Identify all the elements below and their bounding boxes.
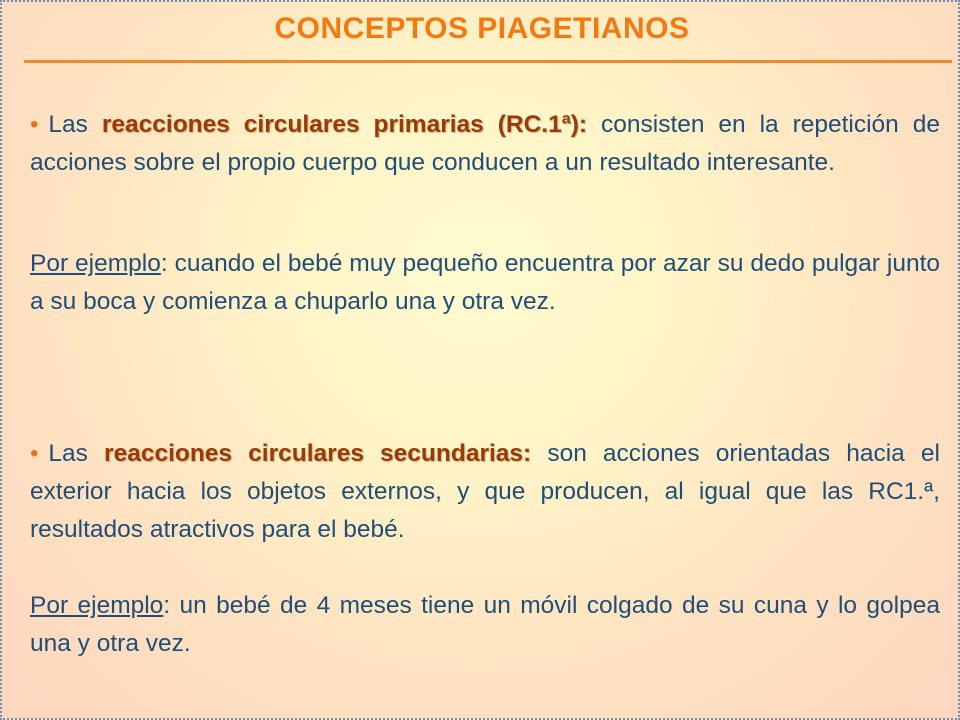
paragraph-text: consisten en la repetición de acciones sobre el propio cuerpo que conducen a un resultado interesante. bbox=[30, 111, 940, 176]
bullet-icon: • bbox=[30, 111, 39, 138]
example-label: Por ejemplo bbox=[30, 250, 161, 277]
example-text: : cuando el bebé muy pequeño encuentra por azar su dedo pulgar junto a su boca y comienza a chuparlo una y otra vez. bbox=[30, 250, 940, 315]
title-underline bbox=[24, 60, 952, 63]
example-label: Por ejemplo bbox=[30, 592, 164, 619]
term-primary-reactions: reacciones circulares primarias (RC.1ª): bbox=[101, 111, 588, 138]
example-secondary-reactions bbox=[30, 587, 940, 663]
slide-title: CONCEPTOS PIAGETIANOS bbox=[274, 12, 690, 45]
example-text: : un bebé de 4 meses tiene un móvil colgado de su cuna y lo golpea una y otra vez. bbox=[30, 592, 940, 657]
term-secondary-reactions: reacciones circulares secundarias: bbox=[104, 440, 532, 467]
paragraph-primary-reactions bbox=[30, 106, 940, 182]
paragraph-intro: Las bbox=[48, 440, 88, 467]
example-primary-reactions bbox=[30, 245, 940, 321]
paragraph-intro: Las bbox=[48, 111, 88, 138]
paragraph-text: son acciones orientadas hacia el exterior hacia los objetos externos, y que producen, al igual que las RC1.ª, resultados atractivos para el bebé. bbox=[30, 440, 940, 543]
bullet-icon: • bbox=[30, 440, 39, 467]
paragraph-secondary-reactions bbox=[30, 435, 940, 549]
